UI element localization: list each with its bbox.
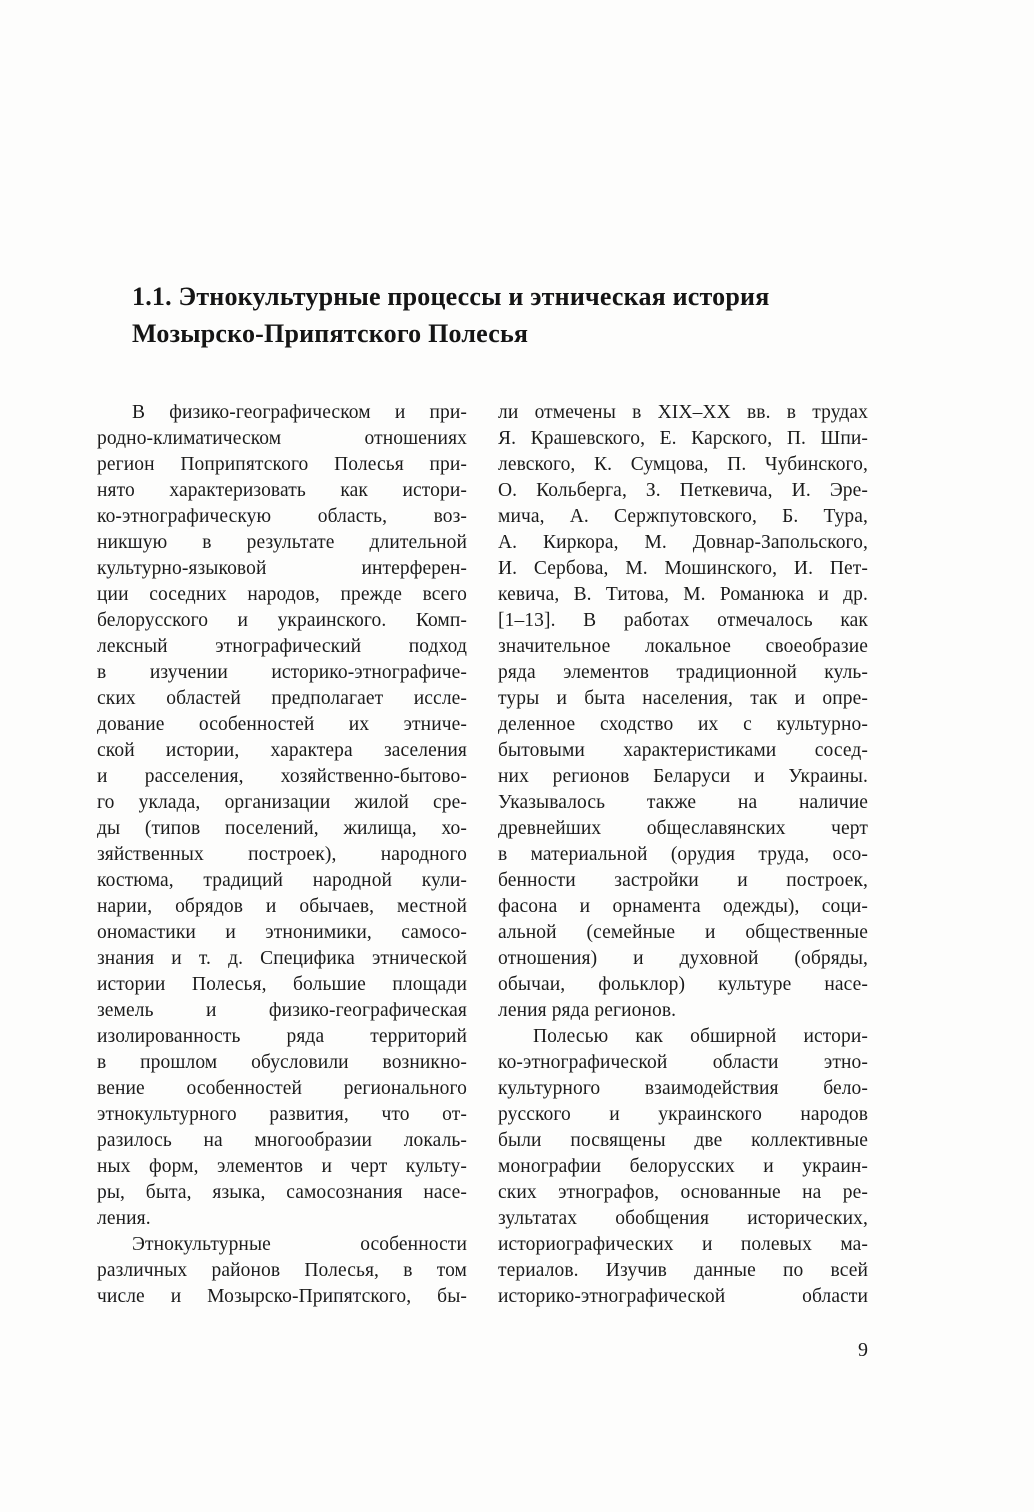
text-line: дование особенностей их этниче- — [97, 714, 467, 735]
text-line: ских этнографов, основанные на ре- — [498, 1182, 868, 1203]
text-line: туры и быта населения, так и опре- — [498, 688, 868, 709]
section-heading — [132, 278, 868, 352]
text-line: ды (типов поселений, жилища, хо- — [97, 818, 467, 839]
text-line: лексный этнографический подход — [97, 636, 467, 657]
text-line: вение особенностей регионального — [97, 1078, 467, 1099]
text-line: А. Киркора, М. Довнар-Запольского, — [498, 532, 868, 553]
text-line: и расселения, хозяйственно-бытово- — [97, 766, 467, 787]
text-line: териалов. Изучив данные по всей — [498, 1260, 868, 1281]
text-line: нарии, обрядов и обычаев, местной — [97, 896, 467, 917]
text-line: разилось на многообразии локаль- — [97, 1130, 467, 1151]
text-line: ции соседних народов, прежде всего — [97, 584, 467, 605]
text-line: И. Сербова, М. Мошинского, И. Пет- — [498, 558, 868, 579]
text-line: истории Полесья, большие площади — [97, 974, 467, 995]
text-line: них регионов Беларуси и Украины. — [498, 766, 868, 787]
text-line: зяйственных построек), народного — [97, 844, 467, 865]
right-column — [498, 400, 868, 1310]
text-line: в прошлом обусловили возникно- — [97, 1052, 467, 1073]
text-line: русского и украинского народов — [498, 1104, 868, 1125]
text-line: деленное сходство их с культурно- — [498, 714, 868, 735]
text-line: ской истории, характера заселения — [97, 740, 467, 761]
text-line: были посвящены две коллективные — [498, 1130, 868, 1151]
text-line: бенности застройки и построек, — [498, 870, 868, 891]
text-line: значительное локальное своеобразие — [498, 636, 868, 657]
left-column — [97, 400, 467, 1310]
text-line: В физико-географическом и при- — [132, 402, 467, 423]
text-line: никшую в результате длительной — [97, 532, 467, 553]
section-heading-line-2: Мозырско-Припятского Полесья — [132, 319, 529, 348]
text-block — [97, 0, 868, 1310]
text-line: ления ряда регионов. — [498, 1000, 677, 1021]
text-line: культурного взаимодействия бело- — [498, 1078, 868, 1099]
text-line: ры, быта, языка, самосознания насе- — [97, 1182, 467, 1203]
text-line: ко-этнографическую область, воз- — [97, 506, 467, 527]
text-line: в материальной (орудия труда, осо- — [498, 844, 868, 865]
text-line: этнокультурного развития, что от- — [97, 1104, 467, 1125]
text-line: ономастики и этнонимики, самосо- — [97, 922, 467, 943]
text-line: земель и физико-географическая — [97, 1000, 467, 1021]
text-line: зультатах обобщения исторических, — [498, 1208, 868, 1229]
text-line: различных районов Полесья, в том — [97, 1260, 467, 1281]
page-number: 9 — [858, 1339, 868, 1361]
text-line: ряда элементов традиционной куль- — [498, 662, 868, 683]
text-line: изолированность ряда территорий — [97, 1026, 467, 1047]
text-line: историографических и полевых ма- — [498, 1234, 868, 1255]
text-line: левского, К. Сумцова, П. Чубинского, — [498, 454, 868, 475]
text-line: Этнокультурные особенности — [132, 1234, 467, 1255]
text-line: отношения) и духовной (обряды, — [498, 948, 868, 969]
text-line: костюма, традиций народной кули- — [97, 870, 467, 891]
text-line: ных форм, элементов и черт культу- — [97, 1156, 467, 1177]
text-line: Я. Крашевского, Е. Карского, П. Шпи- — [498, 428, 868, 449]
text-line: древнейших общеславянских черт — [498, 818, 868, 839]
text-line: кевича, В. Титова, М. Романюка и др. — [498, 584, 868, 605]
text-line: нято характеризовать как истори- — [97, 480, 467, 501]
text-line: культурно-языковой интерферен- — [97, 558, 467, 579]
text-line: монографии белорусских и украин- — [498, 1156, 868, 1177]
text-line: историко-этнографической области — [498, 1286, 868, 1307]
section-heading-line-1: 1.1. Этнокультурные процессы и этническая история — [132, 282, 770, 311]
text-line: О. Кольберга, З. Петкевича, И. Эре- — [498, 480, 868, 501]
text-line: го уклада, организации жилой сре- — [97, 792, 467, 813]
text-line: мича, А. Сержпутовского, Б. Тура, — [498, 506, 868, 527]
text-line: Полесью как обширной истори- — [533, 1026, 868, 1047]
text-line: бытовыми характеристиками сосед- — [498, 740, 868, 761]
text-line: альной (семейные и общественные — [498, 922, 868, 943]
text-line: Указывалось также на наличие — [498, 792, 868, 813]
text-line: ли отмечены в XIX–XX вв. в трудах — [498, 402, 868, 423]
two-column-body — [97, 400, 868, 1310]
text-line: регион Поприпятского Полесья при- — [97, 454, 467, 475]
text-line: ления. — [97, 1208, 151, 1229]
text-line: ко-этнографической области этно- — [498, 1052, 868, 1073]
text-line: числе и Мозырско-Припятского, бы- — [97, 1286, 467, 1307]
text-line: ских областей предполагает иссле- — [97, 688, 467, 709]
text-line: фасона и орнамента одежды), соци- — [498, 896, 868, 917]
text-line: знания и т. д. Специфика этнической — [97, 948, 467, 969]
text-line: в изучении историко-этнографиче- — [97, 662, 467, 683]
text-line: белорусского и украинского. Комп- — [97, 610, 467, 631]
text-line: [1–13]. В работах отмечалось как — [498, 610, 868, 631]
text-line: обычаи, фольклор) культуре насе- — [498, 974, 868, 995]
text-line: родно-климатическом отношениях — [97, 428, 467, 449]
